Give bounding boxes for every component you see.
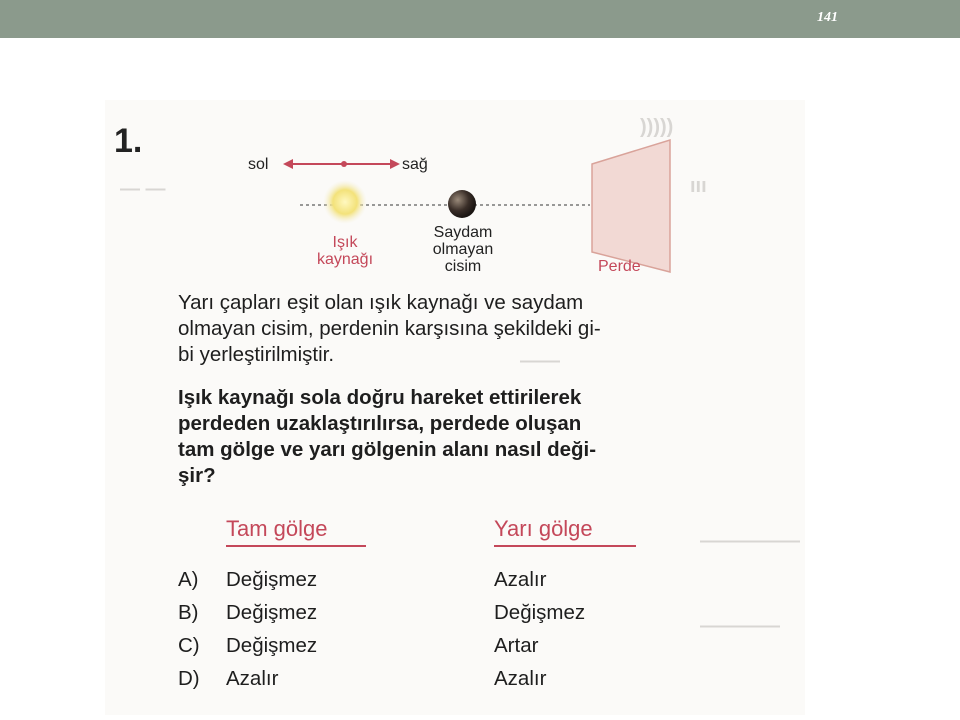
option-tam-value: Değişmez — [226, 601, 318, 624]
bleed-through-text: ———— — [700, 615, 780, 637]
option-yari-value: Azalır — [494, 568, 547, 591]
option-tam-value: Değişmez — [226, 634, 318, 657]
direction-arrow — [283, 159, 400, 169]
option-yari-value: Değişmez — [494, 601, 586, 624]
option-letter: D) — [178, 667, 200, 690]
column-header-yari-golge: Yarı gölge — [494, 516, 636, 547]
bleed-through-text: ————— — [700, 530, 800, 552]
page-number: 141 — [817, 10, 838, 25]
light-source-label: Işık kaynağı — [316, 234, 374, 268]
left-direction-label: sol — [248, 156, 269, 173]
column-header-tam-golge: Tam gölge — [226, 516, 366, 547]
bleed-through-text: — — — [120, 178, 166, 200]
option-tam-value: Değişmez — [226, 568, 318, 591]
light-source-icon — [323, 180, 367, 224]
screen-label: Perde — [598, 258, 641, 275]
right-direction-label: sağ — [402, 156, 428, 173]
bleed-through-text: —— — [520, 350, 560, 372]
option-letter: C) — [178, 634, 200, 657]
option-letter: A) — [178, 568, 199, 591]
bleed-through-text: ))))) — [640, 116, 674, 138]
screen-icon — [592, 140, 670, 272]
question-number: 1. — [114, 122, 143, 160]
option-letter: B) — [178, 601, 199, 624]
option-yari-value: Azalır — [494, 667, 547, 690]
option-tam-value: Azalır — [226, 667, 279, 690]
bleed-through-text: ııı — [690, 175, 707, 197]
opaque-object-label: Saydam olmayan cisim — [432, 224, 494, 275]
option-yari-value: Artar — [494, 634, 539, 657]
opaque-object-icon — [448, 190, 476, 218]
